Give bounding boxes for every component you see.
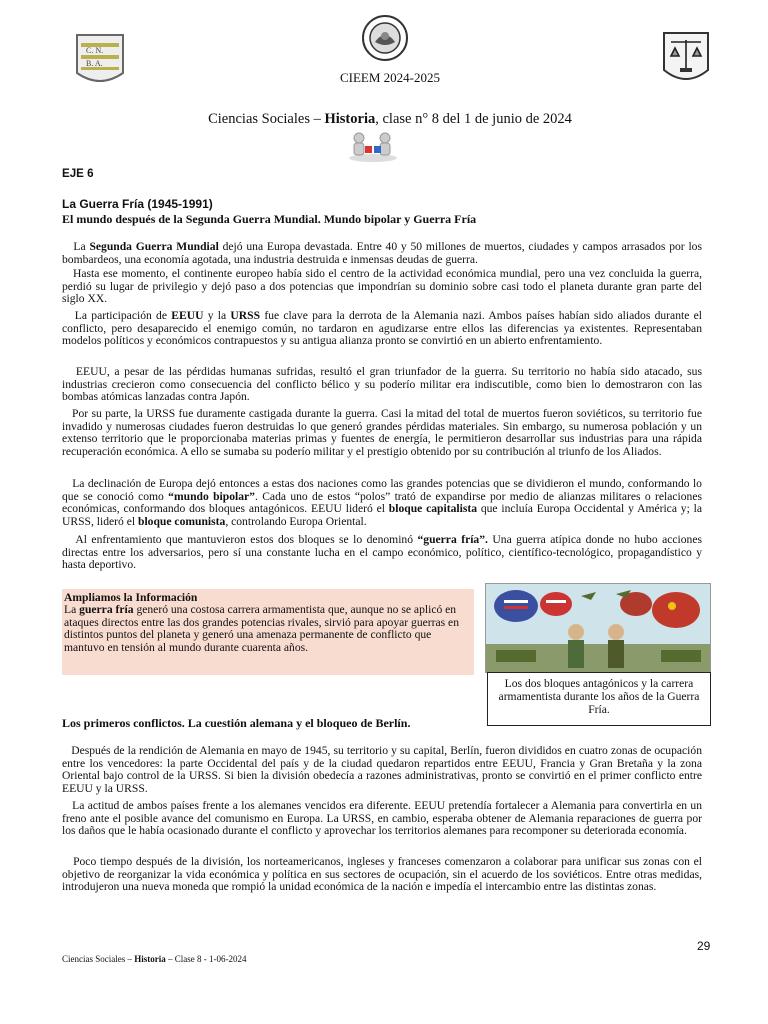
p6d: bloque capitalista [388, 502, 477, 516]
info-box-text [64, 604, 464, 655]
p3b: EEUU [171, 309, 204, 322]
p7c: Una guerra atípica donde no hubo acciones directas entre los adversarios, pero sí una constante lucha en el campo económico, político, científico-tecnológico, propagandístico y hasta deportivo. [62, 533, 702, 572]
section-title: La Guerra Fría (1945-1991) [62, 197, 213, 211]
p6f: bloque comunista [138, 515, 226, 529]
p3e: fue clave para la derrota de la Alemania nazi. Ambos países habían sido aliados durante el conflicto, pero desaparecido el enemigo común, no tardaron en agudizarse entre ellos las diferencias ya existentes. Representaban modelos políticos y económicos contrapuestos y su antigua alianza pronto se convirtió en un abierto enfrentamiento. [62, 309, 702, 348]
p6c: . Cada uno de estos “polos” trató de expandirse por medio de alianzas militares o relaciones económicas, conformando dos bloques antagónicos. EEUU lideró el [62, 489, 702, 516]
section-subtitle: El mundo después de la Segunda Guerra Mundial. Mundo bipolar y Guerra Fría [62, 212, 477, 226]
footer-prefix: Ciencias Sociales – [62, 954, 135, 964]
p3d: URSS [230, 309, 261, 322]
cold-war-illustration [485, 583, 711, 673]
info-t1: La [64, 603, 80, 616]
class-heading-subject: Historia [324, 111, 376, 127]
footer-text [62, 954, 246, 964]
university-seal [361, 14, 409, 62]
p7a: Al enfrentamiento que mantuvieron estos dos bloques se lo denominó [75, 533, 418, 546]
p6g: , controlando Europa Oriental. [225, 515, 367, 529]
footer-suffix: – Clase 8 - 1-06-2024 [165, 954, 247, 964]
p3c: y la [203, 309, 231, 322]
people-illustration [345, 128, 401, 164]
paragraph-1 [62, 241, 702, 266]
paragraph-4 [62, 366, 702, 404]
section2-paragraph-2 [62, 800, 702, 838]
p6a: La declinación de Europa dejó entonces a estas dos naciones como las grandes potencias que se dividieron el mundo, conformando lo que se conoció como [62, 477, 702, 503]
info-t3: generó una costosa carrera armamentista que, aunque no se aplicó en ataques directos entre las dos grandes potencias rivales, sirvió para apoyar guerras en distintos puntos del planeta y generó una amenaza permanente de conflicto que mantuvo en tensión al mundo durante cuarenta años. [64, 603, 460, 655]
info-box-title: Ampliamos la Información [64, 591, 198, 604]
p6b: “mundo bipolar” [168, 489, 255, 503]
paragraph-2 [62, 268, 702, 306]
p1b: Segunda Guerra Mundial [89, 240, 219, 253]
class-heading-prefix: Ciencias Sociales – [208, 111, 325, 127]
footer-bold: Historia [134, 954, 166, 964]
q1: Después de la rendición de Alemania en mayo de 1945, su territorio y su capital, Berlín, fueron divididos en cuatro zonas de ocupación entre los vencedores: la parte Occidental del país y de la ciudad quedaron repartidos entre EEUU, Francia y Gran Bretaña y la zona Oriental bajo control de la URSS. Si bien la división obedecía a razones administrativas, pronto se convirtió en el primer conflicto entre EEUU y la URSS. [62, 744, 702, 796]
paragraph-6 [62, 478, 702, 529]
p1a: La [73, 240, 90, 253]
p5: Por su parte, la URSS fue duramente castigada durante la guerra. Casi la mitad del total de muertos fueron soviéticos, su territorio fue invadido y numerosas ciudades fueron destruidas lo que generó grandes pérdidas materiales. Sin embargo, su numerosa población y un extenso territorio que le proporcionaba materias primas y fuentes de energía, le permitieron desarrollar sus industrias para una rápida recuperación económica. A ello se sumaba su poderío militar y el prestigio obtenido por su contribución al triunfo de los Aliados. [62, 407, 702, 459]
paragraph-3 [62, 310, 702, 348]
svg-text:B. A.: B. A. [86, 59, 103, 68]
paragraph-5 [62, 408, 702, 459]
page-number: 29 [697, 939, 711, 953]
section2-title: Los primeros conflictos. La cuestión alemana y el bloqueo de Berlín. [62, 716, 411, 730]
section2-paragraph-1 [62, 745, 702, 796]
p1c: dejó una Europa devastada. Entre 40 y 50 millones de muertos, ciudades y campos arrasados por los bombardeos, una economía agotada, una industria destruida e inmensas deudas de guerra. [62, 240, 702, 266]
class-heading-suffix: , clase n° 8 del 1 de junio de 2024 [375, 111, 572, 127]
axis-title: EJE 6 [62, 167, 94, 180]
class-heading [0, 111, 768, 128]
svg-text:C. N.: C. N. [86, 46, 104, 55]
section2-paragraph-3 [62, 856, 702, 894]
p6e: que incluía Europa Occidental y América y; la URSS, lideró el [62, 502, 703, 529]
course-title: CIEEM 2024-2025 [339, 70, 441, 85]
figure-caption: Los dos bloques antagónicos y la carrera armamentista durante los años de la Guerra Fría. [487, 672, 711, 726]
p3a: La participación de [74, 309, 172, 322]
p2: Hasta ese momento, el continente europeo había sido el centro de la actividad económica mundial, pero una vez concluida la guerra, perdió su lugar de privilegio y dejó paso a dos potencias que impondrían su dominio sobre casi todo el planeta durante gran parte del siglo XX. [62, 267, 702, 306]
info-t2: guerra fría [79, 603, 134, 616]
q2: La actitud de ambos países frente a los alemanes vencidos era diferente. EEUU pretendía fortalecer a Alemania para convertirla en un freno ante el posible avance del comunismo en Europa. La URSS, en cambio, esperaba obtener de Alemania reparaciones de guerra por los daños que le había ocasionado durante el conflicto y aprovechar los territorios alemanes para recomponer su deteriorada economía. [62, 799, 702, 838]
q3: Poco tiempo después de la división, los norteamericanos, ingleses y franceses comenzaron a colaborar para unificar sus zonas con el objetivo de reorganizar la vida económica y política en sus sectores de ocupación, sin el acuerdo de los soviéticos. Entre otras medidas, introdujeron una nueva moneda que rompió la unidad económica de la nación e impedía el intercambio entre las distintas zonas. [62, 855, 702, 894]
p7b: “guerra fría”. [417, 533, 488, 546]
paragraph-7 [62, 534, 702, 572]
p4: EEUU, a pesar de las pérdidas humanas sufridas, resultó el gran triunfador de la guerra. Su territorio no había sido atacado, sus industrias crecieron como consecuencia del conflicto bélico y su poderío militar era indiscutible, como bien lo demostraron con las bombas atómicas lanzadas contra Japón. [62, 365, 702, 404]
